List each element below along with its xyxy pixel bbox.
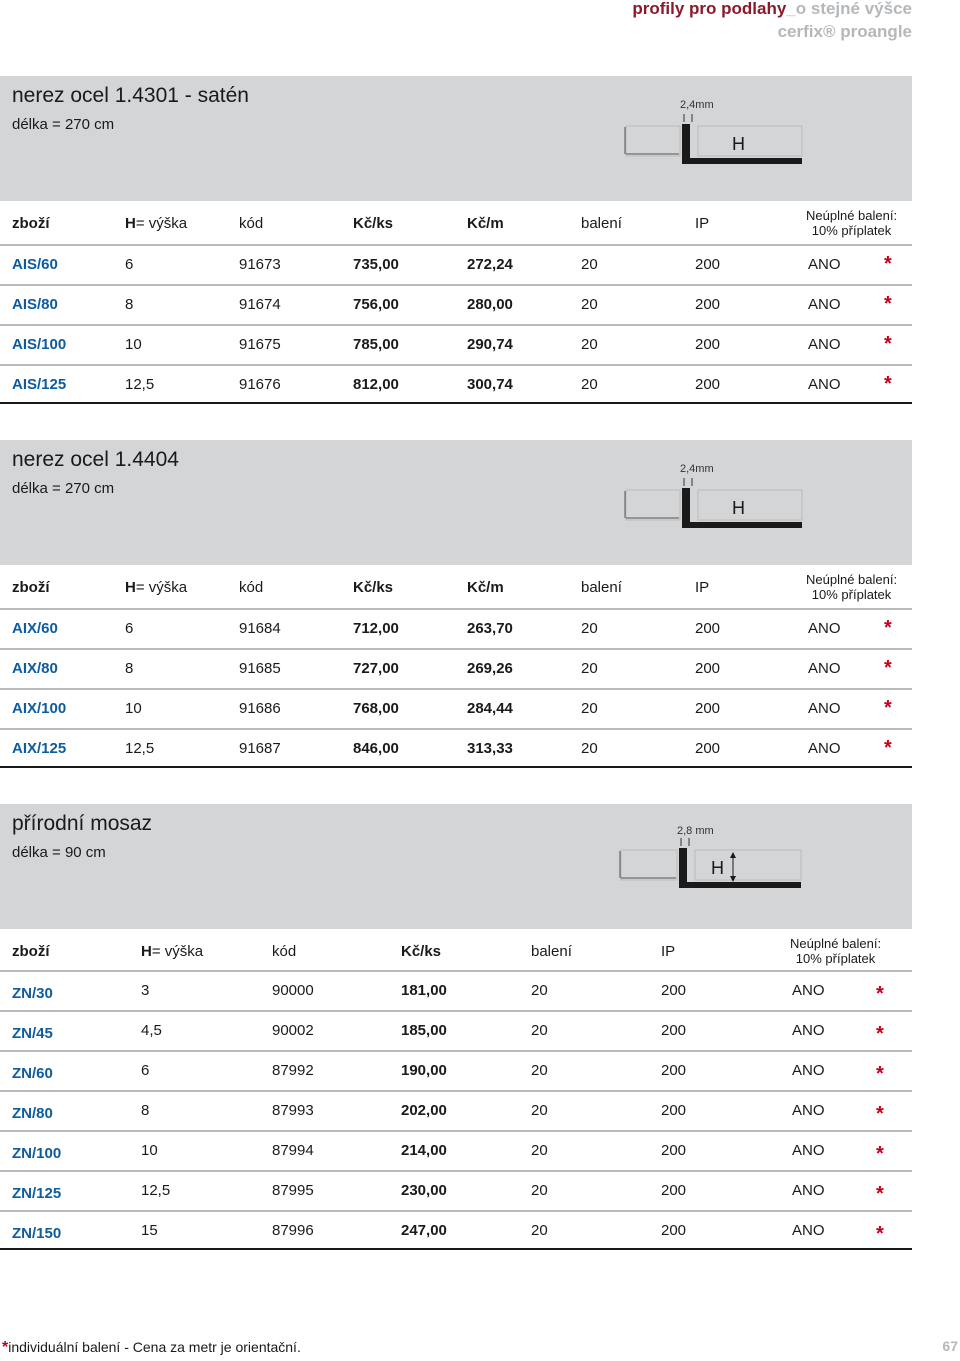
cell-neuplne: ANO	[808, 336, 841, 353]
col-kc-ks: Kč/ks	[353, 579, 394, 596]
cell-ip: 200	[695, 376, 721, 393]
cell-vyska: 6	[125, 620, 134, 637]
cell-zbozi: ZN/30	[12, 985, 53, 1002]
cell-baleni: 20	[531, 1102, 548, 1119]
cell-baleni: 20	[581, 620, 598, 637]
cell-neuplne: ANO	[808, 620, 841, 637]
cell-baleni: 20	[531, 1022, 548, 1039]
cell-kc-ks: 756,00	[353, 296, 399, 313]
cell-ip: 200	[695, 296, 721, 313]
col-vyska	[125, 214, 187, 234]
cell-kod: 91684	[239, 620, 281, 637]
table-row	[0, 284, 912, 324]
section-nerez-4301	[0, 76, 912, 410]
cell-kc-ks: 735,00	[353, 256, 399, 273]
cell-kod: 91686	[239, 700, 281, 717]
col-vyska	[125, 578, 187, 598]
cell-vyska: 8	[141, 1102, 150, 1119]
table-header	[0, 572, 912, 612]
cell-zbozi: ZN/45	[12, 1025, 53, 1042]
h-label: H	[711, 858, 724, 878]
table-row	[0, 364, 912, 404]
cell-kc-ks: 785,00	[353, 336, 399, 353]
cell-baleni: 20	[531, 1222, 548, 1239]
cell-ip: 200	[695, 660, 721, 677]
col-zbozi: zboží	[12, 579, 50, 596]
cell-kc-m: 269,26	[467, 660, 513, 677]
asterisk-marker: *	[876, 1023, 884, 1045]
table-row	[0, 648, 912, 688]
section-length: délka = 90 cm	[12, 844, 106, 861]
cell-vyska: 8	[125, 296, 134, 313]
document-subtitle: cerfix® proangle	[777, 22, 912, 41]
asterisk-marker: *	[884, 617, 892, 639]
cell-zbozi: AIX/60	[12, 620, 58, 637]
cell-neuplne: ANO	[792, 1102, 825, 1119]
col-zbozi: zboží	[12, 215, 50, 232]
footnote-text: individuální balení - Cena za metr je orientační.	[8, 1339, 301, 1355]
table-row	[0, 1170, 912, 1210]
col-baleni: balení	[581, 579, 622, 596]
col-vyska-label: = výška	[135, 579, 188, 596]
cell-neuplne: ANO	[808, 660, 841, 677]
cell-kc-ks: 202,00	[401, 1102, 447, 1119]
col-vyska-h: H	[125, 579, 136, 596]
cell-zbozi: AIX/125	[12, 740, 67, 757]
cell-kod: 91685	[239, 660, 281, 677]
cell-vyska: 15	[141, 1222, 158, 1239]
cell-neuplne: ANO	[792, 982, 825, 999]
col-neuplne-line2: 10% příplatek	[811, 587, 892, 602]
cell-zbozi: AIS/60	[12, 256, 58, 273]
footnote	[2, 1339, 301, 1357]
cell-kod: 87992	[272, 1062, 314, 1079]
col-vyska-h: H	[125, 215, 136, 232]
cell-neuplne: ANO	[808, 700, 841, 717]
cell-kc-m: 300,74	[467, 376, 513, 393]
cell-kc-ks: 230,00	[401, 1182, 447, 1199]
cell-zbozi: ZN/125	[12, 1185, 62, 1202]
cell-ip: 200	[661, 1062, 687, 1079]
asterisk-marker: *	[876, 1103, 884, 1125]
col-vyska-h: H	[141, 943, 152, 960]
col-neuplne	[806, 572, 897, 602]
col-zbozi: zboží	[12, 943, 50, 960]
cell-kod: 87996	[272, 1222, 314, 1239]
col-neuplne-line1: Neúplné balení:	[806, 572, 898, 587]
title-light: _o stejné výšce	[786, 0, 912, 18]
cell-zbozi: ZN/100	[12, 1145, 62, 1162]
table-row	[0, 1090, 912, 1130]
cell-kod: 90002	[272, 1022, 314, 1039]
cell-kc-m: 263,70	[467, 620, 513, 637]
cell-vyska: 12,5	[141, 1182, 171, 1199]
asterisk-marker: *	[884, 697, 892, 719]
section-length: délka = 270 cm	[12, 480, 115, 497]
col-neuplne-line2: 10% příplatek	[811, 223, 892, 238]
page-number: 67	[942, 1338, 958, 1354]
cell-neuplne: ANO	[792, 1142, 825, 1159]
asterisk-marker: *	[876, 983, 884, 1005]
dimension-label: 2,4mm	[680, 99, 714, 111]
cell-ip: 200	[661, 1222, 687, 1239]
cell-kc-ks: 190,00	[401, 1062, 447, 1079]
cell-kod: 87994	[272, 1142, 314, 1159]
asterisk-marker: *	[884, 373, 892, 395]
table-row	[0, 1210, 912, 1250]
table-row	[0, 728, 912, 768]
col-baleni: balení	[531, 943, 572, 960]
cell-ip: 200	[695, 620, 721, 637]
cell-baleni: 20	[581, 336, 598, 353]
cell-baleni: 20	[581, 740, 598, 757]
cell-kc-ks: 214,00	[401, 1142, 447, 1159]
cell-baleni: 20	[581, 296, 598, 313]
cell-kc-m: 284,44	[467, 700, 513, 717]
table-row	[0, 688, 912, 728]
cell-kod: 91675	[239, 336, 281, 353]
col-ip: IP	[695, 215, 710, 232]
section-title: přírodní mosaz	[12, 812, 153, 835]
cell-baleni: 20	[531, 1062, 548, 1079]
cell-zbozi: AIS/80	[12, 296, 58, 313]
cell-vyska: 6	[125, 256, 134, 273]
cell-neuplne: ANO	[808, 256, 841, 273]
cell-vyska: 12,5	[125, 740, 155, 757]
cell-neuplne: ANO	[792, 1022, 825, 1039]
cell-baleni: 20	[581, 700, 598, 717]
document-title	[632, 0, 912, 21]
cell-kc-ks: 247,00	[401, 1222, 447, 1239]
cell-neuplne: ANO	[808, 296, 841, 313]
asterisk-marker: *	[876, 1143, 884, 1165]
section-length: délka = 270 cm	[12, 116, 115, 133]
cell-vyska: 10	[125, 700, 142, 717]
cell-vyska: 6	[141, 1062, 150, 1079]
cell-zbozi: AIX/100	[12, 700, 67, 717]
cell-kc-ks: 727,00	[353, 660, 399, 677]
cell-neuplne: ANO	[808, 740, 841, 757]
table-row	[0, 1050, 912, 1090]
col-baleni: balení	[581, 215, 622, 232]
dimension-label: 2,8 mm	[677, 825, 714, 837]
col-kc-ks: Kč/ks	[353, 215, 394, 232]
table-row	[0, 1010, 912, 1050]
cell-zbozi: AIX/80	[12, 660, 58, 677]
cell-kc-ks: 812,00	[353, 376, 399, 393]
cell-vyska: 3	[141, 982, 150, 999]
col-vyska-label: = výška	[151, 943, 204, 960]
table-row	[0, 324, 912, 364]
cell-baleni: 20	[581, 660, 598, 677]
table-row	[0, 244, 912, 284]
cell-kod: 87993	[272, 1102, 314, 1119]
cell-vyska: 4,5	[141, 1022, 162, 1039]
section-prirodni-mosaz	[0, 804, 912, 1264]
table-row	[0, 970, 912, 1010]
cell-ip: 200	[695, 336, 721, 353]
asterisk-marker: *	[884, 293, 892, 315]
col-kc-m: Kč/m	[467, 579, 504, 596]
cell-neuplne: ANO	[792, 1062, 825, 1079]
col-neuplne-line2: 10% příplatek	[795, 951, 876, 966]
asterisk-marker: *	[884, 657, 892, 679]
col-kod: kód	[239, 579, 264, 596]
cell-ip: 200	[661, 1182, 687, 1199]
cell-neuplne: ANO	[808, 376, 841, 393]
footnote-asterisk: *	[2, 1339, 9, 1356]
asterisk-marker: *	[876, 1223, 884, 1245]
profile-diagram	[620, 94, 810, 174]
cell-baleni: 20	[581, 256, 598, 273]
table-row	[0, 608, 912, 648]
cell-kod: 87995	[272, 1182, 314, 1199]
asterisk-marker: *	[884, 737, 892, 759]
cell-neuplne: ANO	[792, 1182, 825, 1199]
table-row	[0, 1130, 912, 1170]
col-kod: kód	[239, 215, 264, 232]
asterisk-marker: *	[884, 253, 892, 275]
table-header	[0, 208, 912, 248]
cell-kod: 91676	[239, 376, 281, 393]
cell-vyska: 12,5	[125, 376, 155, 393]
h-label: H	[732, 134, 745, 154]
cell-ip: 200	[661, 1102, 687, 1119]
dimension-label: 2,4mm	[680, 463, 714, 475]
col-vyska-label: = výška	[135, 215, 188, 232]
cell-kc-m: 280,00	[467, 296, 513, 313]
col-vyska	[141, 942, 203, 962]
cell-kod: 91674	[239, 296, 281, 313]
cell-baleni: 20	[531, 1142, 548, 1159]
section-title: nerez ocel 1.4404	[12, 448, 179, 471]
profile-diagram	[620, 458, 810, 538]
cell-kc-m: 272,24	[467, 256, 513, 273]
cell-ip: 200	[661, 982, 687, 999]
section-nerez-4404	[0, 440, 912, 774]
cell-kc-m: 290,74	[467, 336, 513, 353]
col-ip: IP	[695, 579, 710, 596]
cell-ip: 200	[695, 256, 721, 273]
cell-kc-ks: 185,00	[401, 1022, 447, 1039]
cell-zbozi: ZN/60	[12, 1065, 53, 1082]
cell-kod: 91687	[239, 740, 281, 757]
cell-ip: 200	[661, 1022, 687, 1039]
asterisk-marker: *	[876, 1063, 884, 1085]
cell-kod: 90000	[272, 982, 314, 999]
cell-ip: 200	[695, 700, 721, 717]
profile-diagram	[615, 820, 810, 900]
cell-vyska: 10	[141, 1142, 158, 1159]
col-neuplne	[790, 936, 881, 966]
cell-kc-ks: 846,00	[353, 740, 399, 757]
col-kod: kód	[272, 943, 297, 960]
col-neuplne	[806, 208, 897, 238]
asterisk-marker: *	[884, 333, 892, 355]
col-ip: IP	[661, 943, 676, 960]
col-neuplne-line1: Neúplné balení:	[806, 208, 898, 223]
title-main: profily pro podlahy	[632, 0, 787, 18]
col-neuplne-line1: Neúplné balení:	[790, 936, 882, 951]
cell-zbozi: AIS/125	[12, 376, 67, 393]
cell-zbozi: ZN/150	[12, 1225, 62, 1242]
section-title: nerez ocel 1.4301 - satén	[12, 84, 249, 107]
cell-vyska: 8	[125, 660, 134, 677]
cell-zbozi: AIS/100	[12, 336, 67, 353]
cell-ip: 200	[661, 1142, 687, 1159]
cell-vyska: 10	[125, 336, 142, 353]
h-label: H	[732, 498, 745, 518]
col-kc-ks: Kč/ks	[401, 943, 442, 960]
asterisk-marker: *	[876, 1183, 884, 1205]
cell-ip: 200	[695, 740, 721, 757]
col-kc-m: Kč/m	[467, 215, 504, 232]
cell-kc-m: 313,33	[467, 740, 513, 757]
cell-neuplne: ANO	[792, 1222, 825, 1239]
cell-baleni: 20	[531, 982, 548, 999]
cell-kc-ks: 712,00	[353, 620, 399, 637]
cell-kod: 91673	[239, 256, 281, 273]
cell-kc-ks: 768,00	[353, 700, 399, 717]
cell-baleni: 20	[531, 1182, 548, 1199]
cell-zbozi: ZN/80	[12, 1105, 53, 1122]
cell-baleni: 20	[581, 376, 598, 393]
cell-kc-ks: 181,00	[401, 982, 447, 999]
